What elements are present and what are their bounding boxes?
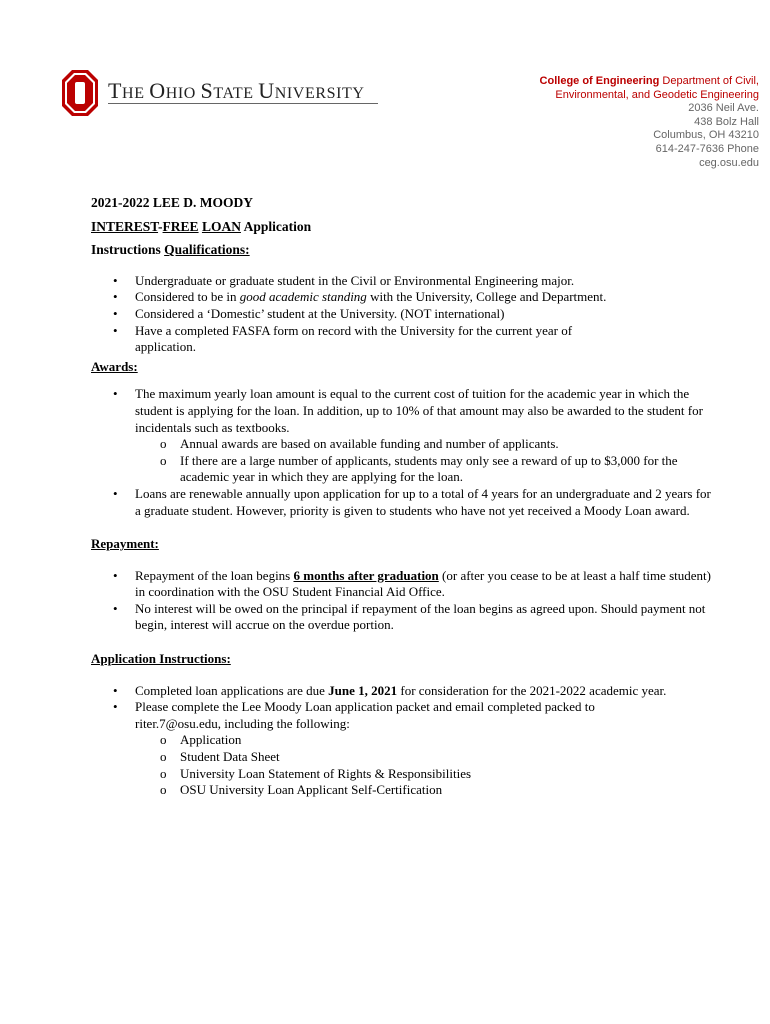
list-item: • Considered to be in good academic standing with the University, College and Department. (91, 289, 711, 306)
sub-list-item: o Application (135, 732, 665, 749)
sub-list-item: o If there are a large number of applicants, students may only see a reward of up to $3,000 for the academic year in which they are applying for the loan. (135, 453, 711, 486)
list-item: • Loans are renewable annually upon application for up to a total of 4 years for an undergraduate and 2 years for a graduate student. However, priority is given to students who have not yet received a Moody Loan award. (91, 486, 711, 519)
awards-heading: Awards: (91, 358, 138, 374)
document-body (91, 195, 711, 799)
block-o-icon (62, 70, 98, 116)
repayment-heading: Repayment: (91, 536, 159, 552)
list-item: • Undergraduate or graduate student in the Civil or Environmental Engineering major. (91, 273, 711, 290)
university-wordmark: THE OHIO STATE UNIVERSITY (108, 78, 365, 103)
sub-list-item: o OSU University Loan Applicant Self-Certification (135, 782, 665, 799)
sub-list-item: o University Loan Statement of Rights & Responsibilities (135, 766, 665, 783)
qualifications-list (91, 273, 711, 356)
list-item: • The maximum yearly loan amount is equal to the current cost of tuition for the academic year in which the student is applying for the loan. In addition, up to 10% of that amount may also be awarded to the student for incidentals such as textbooks. o Annual awards are based on available funding and number of applicants. o If there are a large number of applicants, students may only see a reward of up to $3,000 for the academic year in which they are applying for the loan. (91, 386, 711, 486)
department-name: Environmental, and Geodetic Engineering (555, 88, 759, 101)
instructions-heading: Instructions Qualifications: (91, 242, 250, 258)
phone-line: 614-247-7636 Phone (655, 142, 759, 155)
list-item: • Completed loan applications are due June 1, 2021 for consideration for the 2021-2022 academic year. (91, 683, 695, 700)
list-item: • No interest will be owed on the principal if repayment of the loan begins as agreed upon. Should payment not begin, interest will accrue on the overdue portion. (91, 601, 711, 634)
sub-list-item: o Student Data Sheet (135, 749, 665, 766)
awards-list (91, 386, 711, 519)
list-item: • Please complete the Lee Moody Loan application packet and email completed packed to riter.7@osu.edu, including the following: o Application o Student Data Sheet o University Loan Statement of Rights & Responsibilities o OSU University Loan Applicant Self-Certification (91, 699, 665, 799)
document-title: 2021-2022 LEE D. MOODY (91, 195, 253, 210)
website-link[interactable]: ceg.osu.edu (699, 156, 759, 169)
list-item: • Considered a ‘Domestic’ student at the University. (NOT international) (91, 306, 711, 323)
wordmark-rule (108, 103, 378, 104)
application-instructions-heading: Application Instructions: (91, 651, 231, 667)
address-line-2: 438 Bolz Hall (694, 115, 759, 128)
document-subtitle: INTEREST-FREE LOAN Application (91, 218, 312, 234)
college-name: College of Engineering (539, 75, 660, 87)
sub-list-item: o Annual awards are based on available funding and number of applicants. (135, 436, 711, 453)
application-list (91, 683, 711, 799)
osu-logo (62, 70, 382, 120)
city-line: Columbus, OH 43210 (653, 129, 759, 142)
department-contact: College of Engineering Department of Civil, Environmental, and Geodetic Engineering 2036 Neil Ave. 438 Bolz Hall Columbus, OH 43210 614-247-7636 Phone ceg.osu.edu (539, 75, 759, 169)
address-line-1: 2036 Neil Ave. (688, 102, 759, 115)
awards-sublist (135, 436, 711, 486)
list-item: • Repayment of the loan begins 6 months after graduation (or after you cease to be at least a half time student) in coordination with the OSU Student Financial Aid Office. (91, 568, 711, 601)
repayment-list (91, 568, 711, 634)
list-item: • Have a completed FASFA form on record with the University for the current year of application. (91, 323, 605, 356)
application-sublist (135, 732, 665, 798)
